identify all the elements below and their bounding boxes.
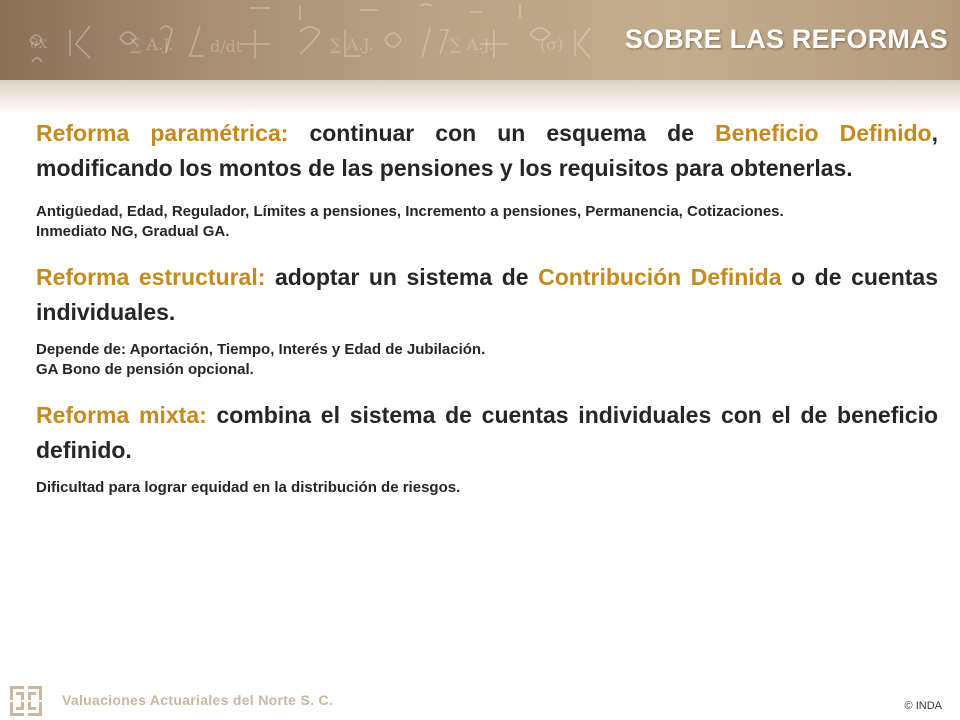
company-logo-icon (10, 686, 42, 716)
heading-text: , modificando los montos de las pensiones y los requisitos para obtenerlas. (36, 120, 938, 181)
svg-text:d/dt: d/dt (210, 37, 243, 56)
detail-line: Antigüedad, Edad, Regulador, Límites a pensiones, Incremento a pensiones, Permanencia, Cotizaciones. (36, 203, 784, 220)
svg-text:∑ A.J.: ∑ A.J. (130, 35, 174, 54)
heading-label: Reforma paramétrica: (36, 120, 289, 146)
heading-text: adoptar un sistema de (265, 264, 539, 290)
heading-highlight: Beneficio Definido (715, 120, 932, 146)
svg-text:∂x: ∂x (30, 33, 48, 52)
heading-text: continuar con un esquema de (288, 120, 716, 146)
svg-text:∑ A.J.: ∑ A.J. (450, 35, 494, 54)
heading-highlight: Contribución Definida (538, 264, 782, 290)
header-fade (0, 80, 960, 114)
detail-line: Dificultad para lograr equidad en la distribución de riesgos. (36, 479, 461, 496)
section-heading-mixed (36, 398, 938, 468)
svg-text:∑ A.J.: ∑ A.J. (330, 35, 374, 54)
page-title: SOBRE LAS REFORMAS (624, 24, 948, 54)
heading-text: o de cuentas individuales. (36, 264, 938, 325)
heading-label: Reforma mixta: (36, 402, 207, 428)
section-heading-parametric (36, 116, 938, 186)
footer-copyright: © INDA (904, 700, 942, 712)
header-banner (0, 0, 960, 80)
section-heading-structural (36, 260, 938, 330)
detail-line: Inmediato NG, Gradual GA. (36, 223, 230, 240)
footer-company-name: Valuaciones Actuariales del Norte S. C. (62, 692, 334, 708)
heading-text: combina el sistema de cuentas individuales con el de beneficio definido. (36, 402, 939, 463)
detail-line: Depende de: Aportación, Tiempo, Interés y Edad de Jubilación. (36, 341, 486, 358)
detail-line: GA Bono de pensión opcional. (36, 361, 254, 378)
svg-text:(σ): (σ) (540, 35, 564, 54)
heading-label: Reforma estructural: (36, 264, 266, 290)
content-area (36, 116, 938, 498)
